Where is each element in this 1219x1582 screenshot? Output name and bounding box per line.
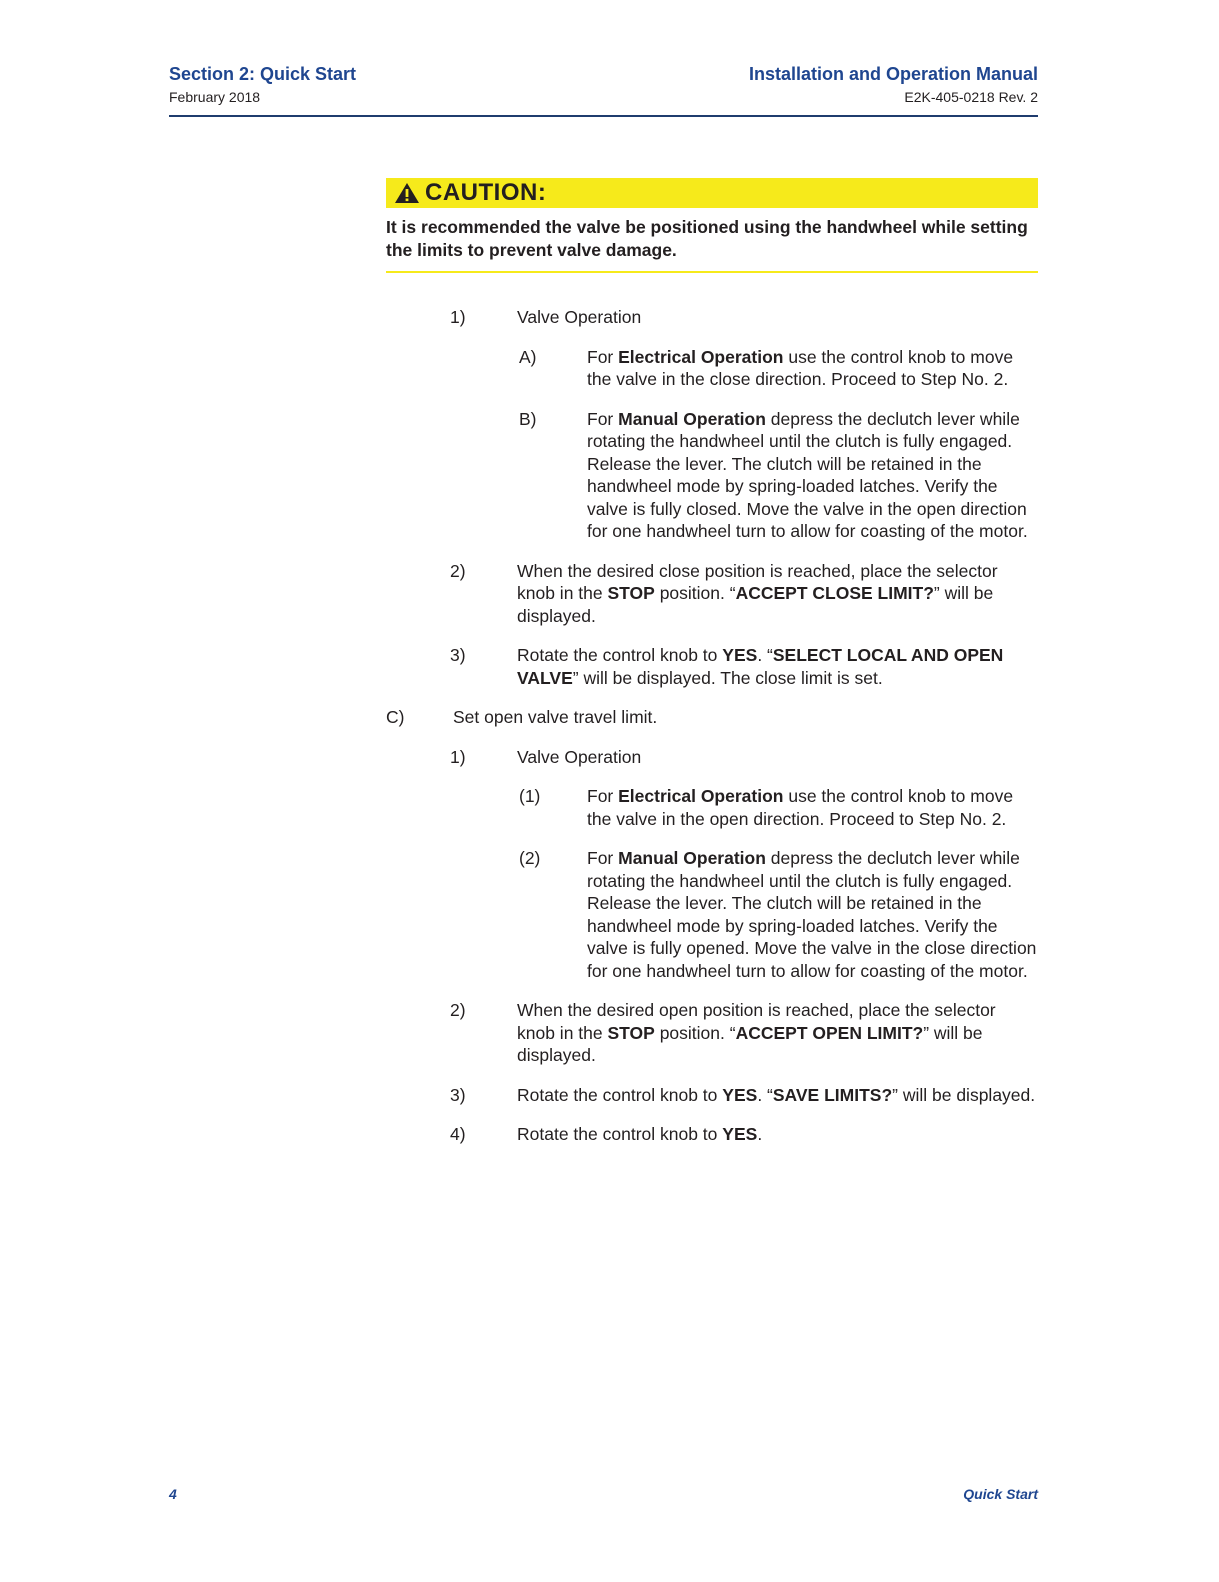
step-number: (1) [519,786,541,806]
step-text: Valve Operation [517,746,642,767]
step-c-4 [450,1123,1038,1146]
step-c-1 [450,746,1038,769]
caution-label: CAUTION: [425,178,547,206]
step-number: (2) [519,848,541,868]
step-number: C) [386,707,405,727]
step-text: Rotate the control knob to YES. [517,1124,763,1144]
step-c-1-2 [519,847,1038,982]
step-text: For Manual Operation depress the declutch lever while rotating the handwheel until the clutch is fully engaged. Release the lever. The clutch will be retained in the handwheel mode by spring-loaded latches. Verify the valve is fully closed. Move the valve in the open direction for one handwheel turn to allow for coasting of the motor. [587,408,1028,541]
step-number: 2) [450,560,466,581]
step-number: B) [519,408,537,429]
header-left [169,62,356,108]
caution-banner [386,178,1038,208]
header-divider [169,115,1038,117]
step-2 [450,560,1038,628]
step-c-3 [450,1084,1038,1107]
step-number: 3) [450,1084,466,1105]
page-number: 4 [169,1486,177,1502]
step-c [386,706,1038,729]
step-c-1-1 [519,785,1038,830]
step-1b [519,408,1038,543]
step-text: When the desired open position is reached, place the selector knob in the STOP position. “ACCEPT OPEN LIMIT?” will be displayed. [517,1000,996,1065]
step-text: For Electrical Operation use the control knob to move the valve in the close direction. Proceed to Step No. 2. [587,346,1014,389]
step-number: 3) [450,645,466,665]
caution-text: It is recommended the valve be positioned using the handwheel while setting the limits to prevent valve damage. [386,216,1038,273]
warning-triangle-icon [394,182,420,204]
step-1 [450,306,1038,329]
step-text: Valve Operation [517,307,642,327]
step-text: When the desired close position is reached, place the selector knob in the STOP position. “ACCEPT CLOSE LIMIT?” will be displayed. [517,560,998,626]
step-text: For Manual Operation depress the declutch lever while rotating the handwheel until the clutch is fully engaged. Release the lever. The clutch will be retained in the handwheel mode by spring-loaded latches. Verify the valve is fully opened. Move the valve in the close direction for one handwheel turn to allow for coasting of the motor. [587,848,1037,981]
step-text: For Electrical Operation use the control knob to move the valve in the open direction. Proceed to Step No. 2. [587,786,1014,829]
step-number: 1) [450,746,466,767]
step-number: 4) [450,1124,466,1144]
step-text: Rotate the control knob to YES. “SELECT LOCAL AND OPEN VALVE” will be displayed. The close limit is set. [517,645,1004,688]
step-number: A) [519,346,537,367]
step-text: Set open valve travel limit. [453,707,658,727]
section-title: Section 2: Quick Start [169,64,357,84]
step-3 [450,644,1038,689]
step-number: 2) [450,1000,466,1020]
document-date: February 2018 [169,89,261,105]
page-content [386,178,1038,1146]
header-right [749,62,1038,108]
footer-section-name: Quick Start [963,1486,1038,1502]
step-c-2 [450,999,1038,1067]
manual-title: Installation and Operation Manual [748,64,1038,84]
document-number: E2K-405-0218 Rev. 2 [904,89,1038,105]
step-1a [519,346,1038,391]
step-number: 1) [450,307,466,327]
step-text: Rotate the control knob to YES. “SAVE LIMITS?” will be displayed. [517,1084,1036,1105]
